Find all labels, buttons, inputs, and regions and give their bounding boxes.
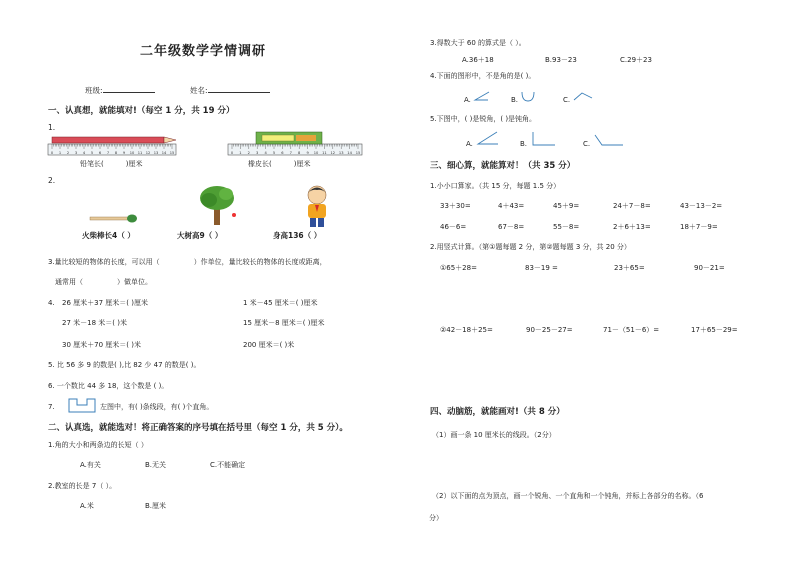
q7-shape — [69, 399, 95, 412]
q7-figure — [68, 398, 96, 413]
ruler-number: 9 — [306, 151, 309, 155]
mental-math-item: 55－8= — [553, 223, 580, 231]
vertical-calc-item: 90－25－27= — [526, 326, 573, 334]
q4-item: 15 厘米－8 厘米＝( )厘米 — [243, 319, 325, 327]
s2-q5-option-b[interactable]: B. — [520, 140, 528, 148]
ruler-number: 13 — [338, 151, 344, 155]
q2-number: 2. — [48, 176, 56, 185]
height-label: 身高136（ ） — [273, 231, 322, 240]
s2-q5-text: 5.下图中，( )是锐角，( )是钝角。 — [430, 115, 537, 123]
s2-q2-option-b[interactable]: B.厘米 — [145, 502, 167, 510]
angle-c-icon — [573, 92, 593, 101]
vertical-calc-item: 83－19 = — [525, 264, 558, 272]
s2-q5-option-a[interactable]: A. — [466, 140, 473, 148]
s2-q1-text: 1.角的大小和两条边的长短（ ） — [48, 441, 148, 449]
q3-text-b: ）作单位，量比较长的物体的长度或距离， — [193, 258, 327, 266]
ruler-number: 3 — [256, 151, 259, 155]
ruler-number: 1 — [239, 151, 242, 155]
s2-q3-option-a[interactable]: A.36＋18 — [462, 56, 494, 64]
q3-text-d: ）做单位。 — [117, 278, 152, 286]
ruler-number: 11 — [322, 151, 327, 155]
boy-leg — [310, 218, 316, 227]
s2-q4-option-c[interactable]: C. — [563, 96, 571, 104]
section-4-heading: 四、动脑筋，就能画对!（共 8 分） — [430, 407, 565, 417]
mental-math-item: 43－13－2= — [680, 202, 723, 210]
vertical-calc-item: 23＋65= — [614, 264, 645, 272]
eraser-label: 橡皮长( — [248, 160, 272, 168]
class-blank[interactable] — [103, 85, 155, 93]
matchstick-label: 火柴棒长4（ ） — [82, 231, 135, 240]
tree-crown-part — [219, 188, 233, 200]
mental-math-item: 46－6= — [440, 223, 467, 231]
mental-math-item: 24＋7－8= — [613, 202, 651, 210]
angle-acute-icon — [477, 131, 499, 145]
q3-line-2 — [55, 279, 152, 286]
page-title: 二年级数学学情调研 — [140, 44, 267, 59]
q7-number: 7. — [48, 403, 55, 411]
pencil-label: 铅笔长( — [80, 160, 104, 168]
q3-text-a: 3.量比较短的物体的长度，可以用（ — [48, 258, 160, 266]
ruler-number: 11 — [137, 151, 143, 155]
s3-q2-text: 2.用竖式计算。（第①题每题 2 分，第②题每题 3 分，共 20 分） — [430, 243, 631, 251]
s4-q1-text: （1）画一条 10 厘米长的线段。（2分） — [432, 431, 556, 439]
tree-crown-part — [201, 193, 217, 207]
angle-a-icon — [474, 91, 490, 101]
s2-q2-text: 2.教室的长是 7（ ）。 — [48, 482, 117, 490]
vertical-calc-item: 90－21= — [694, 264, 725, 272]
ruler-number: 6 — [281, 151, 284, 155]
ruler-number: 14 — [347, 151, 352, 155]
ruler-number: 0 — [230, 151, 234, 155]
eraser-ruler-figure — [228, 132, 364, 158]
pencil-unit: )厘米 — [125, 160, 143, 168]
ruler-number: 7 — [106, 151, 110, 155]
ruler-number: 12 — [145, 151, 151, 155]
angle-obtuse-icon — [594, 134, 624, 146]
q4-item: 27 米－18 米＝( )米 — [62, 319, 127, 327]
tree-figure — [196, 185, 242, 227]
s2-q4-option-b[interactable]: B. — [511, 96, 519, 104]
eraser-unit: )厘米 — [293, 160, 311, 168]
ruler-number: 10 — [313, 151, 319, 155]
name-label: 姓名: — [190, 86, 208, 95]
vertical-calc-item: ①65＋28= — [440, 264, 477, 272]
boy-figure — [302, 184, 332, 228]
q4-item: 200 厘米＝( )米 — [243, 341, 295, 349]
ruler-number: 6 — [98, 151, 102, 155]
curve-b-icon — [521, 91, 535, 102]
q7-text: 左图中，有( )条线段，有( )个直角。 — [100, 403, 214, 411]
ruler-number: 7 — [289, 151, 292, 155]
s2-q1-option-b[interactable]: B.无关 — [145, 461, 167, 469]
s2-q1-option-a[interactable]: A.有关 — [80, 461, 101, 469]
ruler-number: 0 — [50, 151, 54, 155]
s2-q4-option-a[interactable]: A. — [464, 96, 471, 104]
q3-text-c: 通常用（ — [55, 278, 83, 286]
pencil-length-text — [80, 161, 142, 168]
q4-number: 4. — [48, 299, 55, 307]
name-blank[interactable] — [208, 85, 270, 93]
ruler-number: 4 — [82, 151, 86, 155]
ruler-number: 5 — [90, 151, 94, 155]
ruler-number: 10 — [129, 151, 135, 155]
matchstick-figure — [90, 214, 140, 224]
s2-q3-option-c[interactable]: C.29＋23 — [620, 56, 652, 64]
mental-math-item: 2＋6＋13= — [613, 223, 651, 231]
mental-math-item: 4＋43= — [498, 202, 525, 210]
q4-item: 30 厘米＋70 厘米＝( )米 — [62, 341, 141, 349]
q3-line-1 — [48, 259, 327, 266]
boy-leg — [318, 218, 324, 227]
q4-item: 26 厘米＋37 厘米＝( )厘米 — [62, 299, 148, 307]
matchstick-stick — [90, 217, 130, 220]
s4-q2-text-cont: 分） — [429, 514, 443, 522]
s2-q3-text: 3.得数大于 60 的算式是（ ）。 — [430, 39, 526, 47]
mental-math-item: 18＋7－9= — [680, 223, 718, 231]
s4-q2-text: （2）以下面的点为顶点，画一个锐角、一个直角和一个钝角，并标上各部分的名称。（6 — [432, 492, 704, 500]
section-1-heading: 一、认真想，就能填对!（每空 1 分，共 19 分） — [48, 106, 235, 116]
tree-label: 大树高9（ ） — [177, 231, 223, 240]
q1-number: 1. — [48, 123, 56, 132]
eraser-stripe — [296, 135, 316, 141]
mental-math-item: 33＋30= — [440, 202, 471, 210]
ruler-number: 15 — [355, 151, 361, 155]
section-2-heading: 二、认真选，就能选对！将正确答案的序号填在括号里（每空 1 分，共 5 分）。 — [48, 423, 348, 433]
vertical-calc-item: 17＋65－29= — [691, 326, 738, 334]
q5-text: 5. 比 56 多 9 的数是( ),比 82 少 47 的数是( )。 — [48, 361, 201, 369]
s2-q2-option-a[interactable]: A.米 — [80, 502, 94, 510]
ruler-number: 9 — [122, 151, 126, 155]
ruler-number: 4 — [264, 151, 267, 155]
q4-item: 1 米－45 厘米＝( )厘米 — [243, 299, 318, 307]
ruler-number: 2 — [66, 151, 70, 155]
s2-q4-text: 4.下面的图形中，不是角的是( )。 — [430, 72, 536, 80]
eraser-label-block — [262, 135, 294, 141]
section-3-heading: 三、细心算，就能算对！（共 35 分） — [430, 161, 576, 171]
vertical-calc-item: ②42－18＋25= — [440, 326, 493, 334]
pencil-tip — [164, 137, 176, 143]
ruler-number: 2 — [247, 151, 250, 155]
ruler-number: 1 — [58, 151, 62, 155]
mental-math-item: 45＋9= — [553, 202, 580, 210]
vertical-calc-item: 71－（51－6）= — [603, 326, 660, 334]
name-field — [190, 85, 270, 95]
ruler-number: 5 — [272, 151, 276, 155]
class-field — [85, 85, 155, 95]
ruler-number: 3 — [74, 151, 78, 155]
s2-q1-option-c[interactable]: C.不能确定 — [210, 461, 246, 469]
q6-text: 6. 一个数比 44 多 18，这个数是 ( )。 — [48, 382, 169, 390]
ruler-number: 12 — [330, 151, 336, 155]
ruler-number: 14 — [161, 151, 167, 155]
flower-icon — [232, 213, 236, 217]
pencil-body — [52, 137, 164, 143]
matchstick-head — [127, 215, 137, 223]
s2-q3-option-b[interactable]: B.93－23 — [545, 56, 577, 64]
class-label: 班级: — [85, 86, 103, 95]
ruler-number: 15 — [169, 151, 175, 155]
s2-q5-option-c[interactable]: C. — [583, 140, 591, 148]
ruler-number: 13 — [153, 151, 159, 155]
ruler-number: 8 — [114, 151, 118, 155]
eraser-length-text — [248, 161, 310, 168]
ruler-number: 8 — [298, 151, 301, 155]
mental-math-item: 67－8= — [498, 223, 525, 231]
pencil-ruler-figure — [48, 136, 180, 158]
angle-right-icon — [532, 131, 556, 146]
s3-q1-text: 1.小小口算家。（共 15 分，每题 1.5 分） — [430, 182, 561, 190]
